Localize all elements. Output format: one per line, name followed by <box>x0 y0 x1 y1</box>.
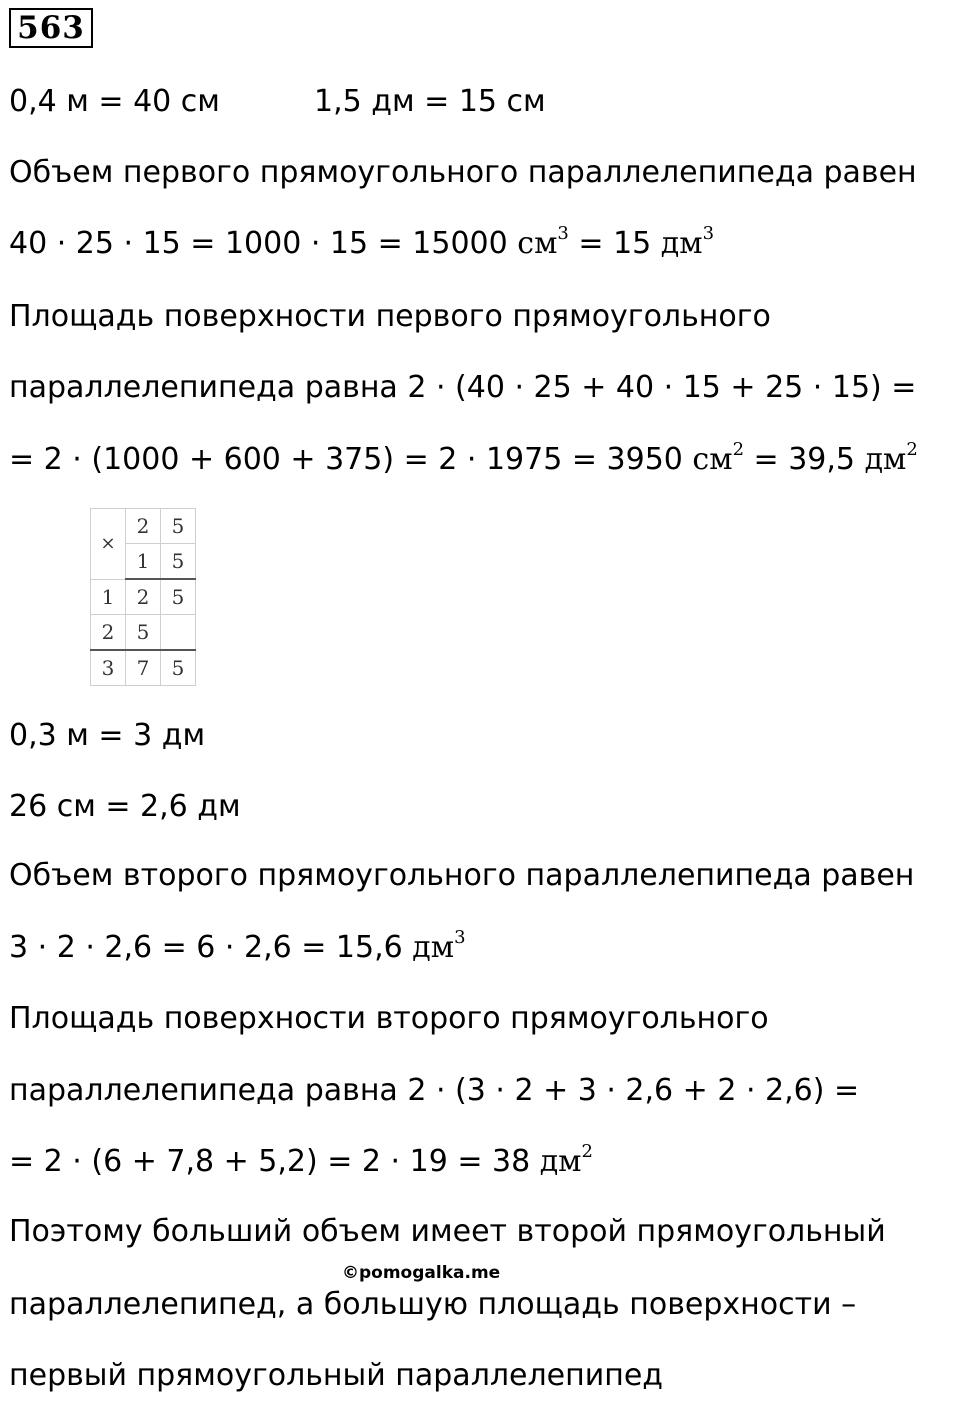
exponent: 3 <box>557 223 569 244</box>
conversion-1b: 1,5 дм = 15 см <box>314 84 546 119</box>
conclusion-line-2: параллелепипед, а большую площадь поверхности – <box>9 1287 857 1322</box>
unit-dm: дм <box>539 1144 582 1179</box>
unit-dm: дм <box>864 442 907 477</box>
unit-dm: дм <box>660 226 703 261</box>
column-multiplication <box>90 508 196 686</box>
volume1-expr: 40 · 25 · 15 = 1000 · 15 = 15000 <box>9 226 518 261</box>
multiply-sign: × <box>91 509 126 580</box>
digit: 7 <box>126 650 161 686</box>
digit: 5 <box>126 615 161 651</box>
digit <box>161 615 196 651</box>
conversion-line-1 <box>9 82 546 122</box>
exponent: 2 <box>906 439 918 460</box>
area2-calc <box>9 1142 593 1182</box>
digit: 5 <box>161 509 196 544</box>
conclusion-line-3: первый прямоугольный параллелепипед <box>9 1358 664 1393</box>
area1-line2: параллелепипеда равна 2 · (40 · 25 + 40 · 15 + 25 · 15) = <box>9 370 917 405</box>
digit: 2 <box>91 615 126 651</box>
conversion-3: 26 см = 2,6 дм <box>9 789 241 824</box>
volume1-calc <box>9 224 714 264</box>
digit: 5 <box>161 544 196 580</box>
area2-expr: = 2 · (6 + 7,8 + 5,2) = 2 · 19 = 38 <box>9 1144 540 1179</box>
volume2-intro: Объем второго прямоугольного параллелепипеда равен <box>9 858 915 893</box>
area1-mid: = 39,5 <box>744 442 865 477</box>
exponent: 3 <box>702 223 715 244</box>
digit: 1 <box>126 544 161 580</box>
digit: 1 <box>91 579 126 615</box>
digit: 5 <box>161 579 196 615</box>
exponent: 3 <box>454 927 466 948</box>
unit-cm: см <box>517 226 558 261</box>
unit-dm: дм <box>412 930 455 965</box>
conversion-2: 0,3 м = 3 дм <box>9 718 206 753</box>
exponent: 2 <box>732 439 745 460</box>
area1-intro: Площадь поверхности первого прямоугольного <box>9 299 771 334</box>
volume2-expr: 3 · 2 · 2,6 = 6 · 2,6 = 15,6 <box>9 930 413 965</box>
watermark: ©pomogalka.me <box>342 1263 501 1283</box>
volume1-mid: = 15 <box>568 226 661 261</box>
area2-intro: Площадь поверхности второго прямоугольного <box>9 1001 769 1036</box>
area1-expr: = 2 · (1000 + 600 + 375) = 2 · 1975 = 3950 <box>9 442 693 477</box>
digit: 3 <box>91 650 126 686</box>
unit-cm: см <box>692 442 733 477</box>
volume2-calc <box>9 928 466 968</box>
digit: 2 <box>126 579 161 615</box>
task-number: 563 <box>9 8 93 48</box>
digit: 2 <box>126 509 161 544</box>
exponent: 2 <box>581 1141 593 1162</box>
area2-line2: параллелепипеда равна 2 · (3 · 2 + 3 · 2,6 + 2 · 2,6) = <box>9 1073 860 1108</box>
conversion-1a: 0,4 м = 40 см <box>9 84 220 119</box>
area1-calc <box>9 440 918 480</box>
digit: 5 <box>161 650 196 686</box>
conclusion-line-1: Поэтому больший объем имеет второй прямоугольный <box>9 1214 886 1249</box>
volume1-intro: Объем первого прямоугольного параллелепипеда равен <box>9 155 917 190</box>
